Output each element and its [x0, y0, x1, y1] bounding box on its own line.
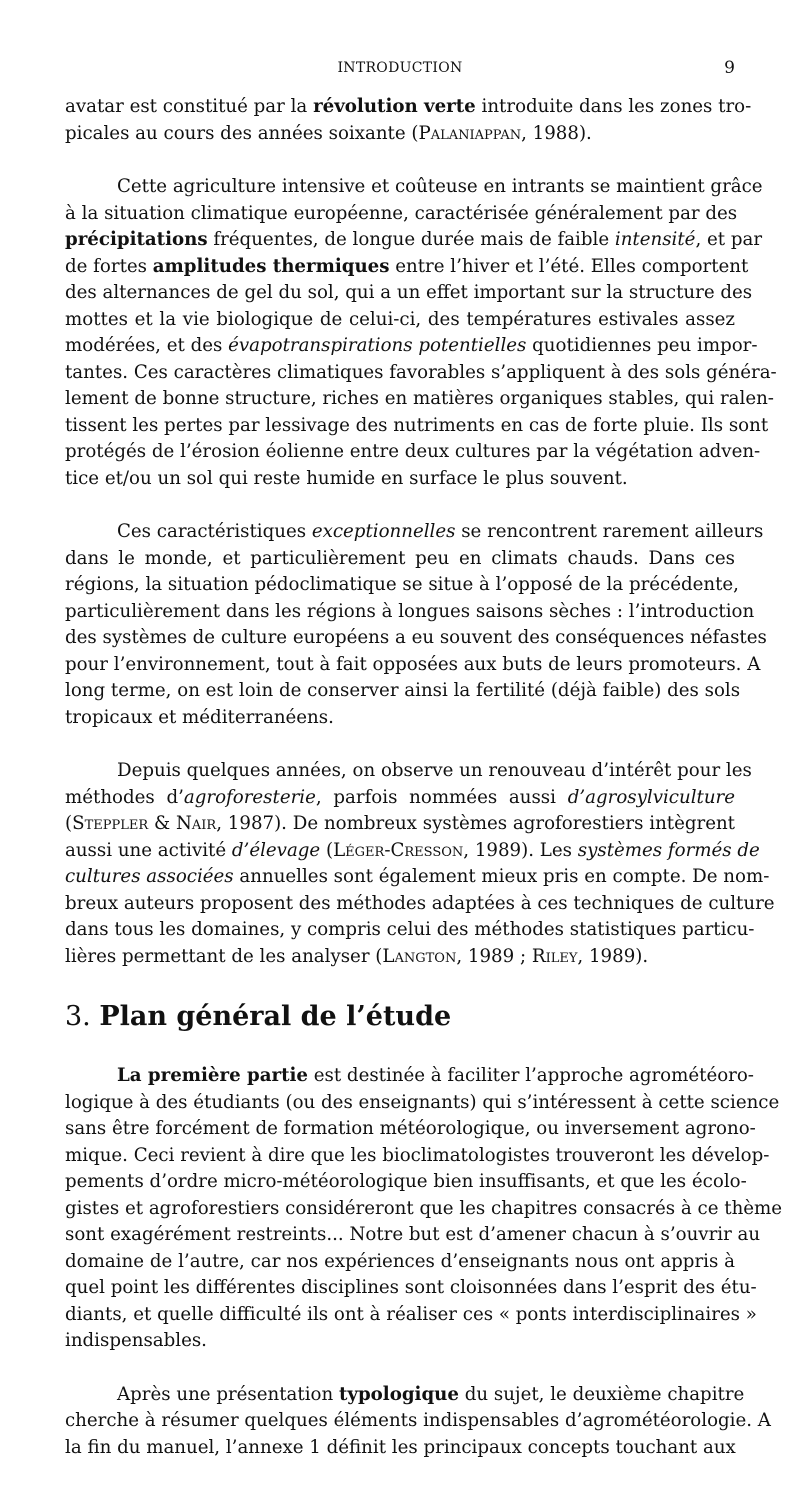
paragraph	[65, 1382, 771, 1462]
text-line: régions, la situation pédoclimatique se situe à l’opposé de la précédente,	[65, 574, 739, 595]
text-line: pements d’ordre micro-météorologique bien insuffisants, et que les écolo-	[65, 1171, 747, 1192]
author-citation: Palaniappan	[418, 122, 522, 144]
page-number: 9	[724, 58, 735, 78]
section-number: 3.	[65, 1001, 100, 1032]
italic-term: d’agrosylviculture	[567, 786, 735, 808]
author-citation: Riley	[531, 945, 578, 967]
text-line: diants, et quelle difficulté ils ont à réaliser ces « ponts interdisciplinaires »	[65, 1303, 757, 1325]
paragraph	[65, 758, 775, 970]
text-line: cherche à résumer quelques éléments indispensables d’agrométéorologie. A	[65, 1410, 771, 1431]
text-line: précipitations fréquentes, de longue durée mais de faible intensité, et par	[65, 229, 763, 250]
text-line: modérées, et des évapotranspirations potentielles quotidiennes peu impor-	[65, 335, 758, 356]
bold-term: précipitations	[65, 229, 208, 250]
text-line: dans tous les domaines, y compris celui des méthodes statistiques particu-	[65, 919, 755, 940]
text-line: domaine de l’autre, car nos expériences d’enseignants nous ont appris à	[65, 1250, 735, 1272]
text-line: picales au cours des années soixante (Palaniappan, 1988).	[65, 122, 592, 144]
text-line: indispensables.	[65, 1330, 207, 1351]
bold-term: La première partie	[117, 1065, 308, 1086]
text-line: quel point les différentes disciplines sont cloisonnées dans l’esprit des étu-	[65, 1277, 757, 1298]
text-line: aussi une activité d’élevage (Léger-Cresson, 1989). Les systèmes formés de	[65, 839, 760, 861]
text-line: lement de bonne structure, riches en matières organiques stables, qui ralen-	[65, 388, 774, 409]
text-line: Après une présentation typologique du sujet, le deuxième chapitre	[117, 1383, 745, 1405]
author-citation: Nair	[175, 813, 217, 834]
author-citation: Léger-Cresson	[333, 839, 464, 861]
text-line: dans le monde, et particulièrement peu en climats chauds. Dans ces	[65, 547, 735, 569]
text-line: des alternances de gel du sol, qui a un effet important sur la structure des	[65, 282, 753, 303]
text-line: avatar est constitué par la révolution verte introduite dans les zones tro-	[65, 96, 752, 117]
text-line: mique. Ceci revient à dire que les bioclimatologistes trouveront les dévelop-	[65, 1144, 770, 1166]
author-citation: Langton	[382, 945, 457, 967]
text-line: (Steppler & Nair, 1987). De nombreux systèmes agroforestiers intègrent	[65, 813, 735, 834]
text-line: lières permettant de les analyser (Langton, 1989 ; Riley, 1989).	[65, 945, 649, 967]
text-line: long terme, on est loin de conserver ainsi la fertilité (déjà faible) des sols	[65, 680, 741, 701]
paragraph	[65, 174, 777, 492]
text-line: Depuis quelques années, on observe un renouveau d’intérêt pour les	[117, 760, 752, 781]
text-line: tice et/ou un sol qui reste humide en surface le plus souvent.	[65, 467, 628, 489]
italic-term: agroforesterie	[183, 786, 316, 808]
author-citation: Steppler	[72, 813, 149, 834]
text-line: gistes et agroforestiers considéreront que les chapitres consacrés à ce thème	[65, 1197, 783, 1219]
text-line: La première partie est destinée à faciliter l’approche agrométéoro-	[117, 1065, 754, 1086]
text-line: des systèmes de culture européens a eu souvent des conséquences néfastes	[65, 627, 767, 648]
bold-term: révolution verte	[313, 96, 476, 117]
text-line: la fin du manuel, l’annexe 1 définit les principaux concepts touchant aux	[65, 1436, 736, 1458]
text-line: à la situation climatique européenne, caractérisée généralement par des	[65, 202, 738, 224]
text-line: sans être forcément de formation météorologique, ou inversement agrono-	[65, 1118, 756, 1139]
paragraph	[65, 519, 767, 731]
page-body	[65, 94, 783, 1488]
text-line: breux auteurs proposent des méthodes adaptées à ces techniques de culture	[65, 892, 775, 914]
text-line: tantes. Ces caractères climatiques favorables s’appliquent à des sols généra-	[65, 361, 777, 383]
italic-term: systèmes formés de	[577, 839, 760, 861]
paragraph	[65, 1063, 783, 1355]
bold-term: amplitudes thermiques	[152, 255, 390, 277]
text-line: logique à des étudiants (ou des enseignants) qui s’intéressent à cette science	[65, 1091, 780, 1113]
text-line: de fortes amplitudes thermiques entre l’hiver et l’été. Elles comportent	[65, 255, 749, 277]
text-line: mottes et la vie biologique de celui-ci, des températures estivales assez	[65, 308, 735, 330]
section-heading	[65, 997, 735, 1037]
bold-term: typologique	[338, 1383, 459, 1405]
running-header-title: INTRODUCTION	[337, 60, 463, 76]
text-line: particulièrement dans les régions à longues saisons sèches : l’introduction	[65, 600, 755, 622]
italic-term: d’élevage	[231, 839, 321, 861]
italic-term: évapotranspirations potentielles	[228, 335, 527, 356]
italic-term: exceptionnelles	[311, 521, 456, 542]
text-line: Ces caractéristiques exceptionnelles se rencontrent rarement ailleurs	[117, 521, 764, 542]
text-line: protégés de l’érosion éolienne entre deux cultures par la végétation adven-	[65, 441, 761, 462]
paragraph	[65, 94, 752, 147]
italic-term: cultures associées	[65, 866, 234, 887]
section-title: Plan général de l’étude	[99, 1001, 452, 1032]
text-line: méthodes d’agroforesterie, parfois nommées aussi d’agrosylviculture	[65, 786, 735, 808]
text-line: pour l’environnement, tout à fait opposées aux buts de leurs promoteurs. A	[65, 653, 761, 675]
text-line: tropicaux et méditerranéens.	[65, 706, 334, 728]
running-header	[65, 60, 735, 82]
italic-term: intensité	[614, 229, 696, 250]
text-line: sont exagérément restreints... Notre but est d’amener chacun à s’ouvrir au	[65, 1224, 761, 1245]
text-line: tissent les pertes par lessivage des nutriments en cas de forte pluie. Ils sont	[65, 414, 769, 436]
text-line: Cette agriculture intensive et coûteuse en intrants se maintient grâce	[117, 176, 763, 197]
text-line: cultures associées annuelles sont également mieux pris en compte. De nom-	[65, 866, 770, 887]
